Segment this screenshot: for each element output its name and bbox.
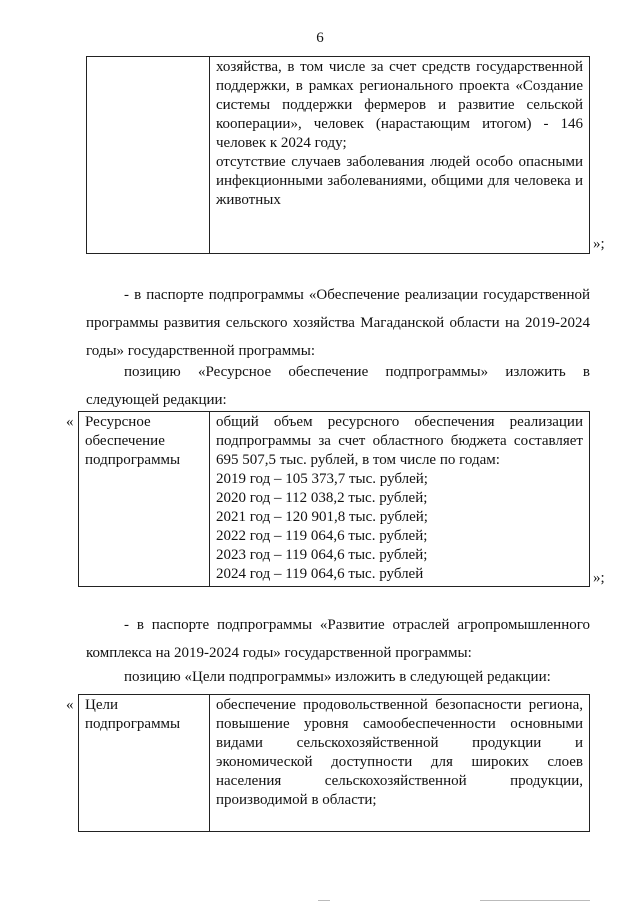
table2-open-quote: « <box>66 414 74 430</box>
table2-line: общий объем ресурсного обеспечения реализации <box>216 414 583 430</box>
table1-line: хозяйства, в том числе за счет средств государственной <box>216 59 583 75</box>
paragraph-subprogram-passport-1 <box>86 286 590 361</box>
paragraph-position-resource <box>86 363 590 410</box>
table1-line: инфекционными заболеваниями, общими для человека и <box>216 173 583 189</box>
table2-line: 2021 год – 120 901,8 тыс. рублей; <box>216 509 428 525</box>
table3-line: видами сельскохозяйственной продукции и <box>216 735 583 751</box>
table3-right-cell <box>210 695 590 832</box>
table2-line: 2022 год – 119 064,6 тыс. рублей; <box>216 528 428 544</box>
table2-line: 2019 год – 105 373,7 тыс. рублей; <box>216 471 428 487</box>
table3-left-line: подпрограммы <box>85 716 181 732</box>
table2-left-line: Ресурсное <box>85 414 151 430</box>
page-number: 6 <box>316 30 324 46</box>
table1-left-cell <box>87 57 210 254</box>
para1-line: годы» государственной программы: <box>86 343 316 359</box>
table2-line: 695 507,5 тыс. рублей, в том числе по годам: <box>216 452 500 468</box>
table1-line: системы поддержки фермеров и развитие сельской <box>216 97 583 113</box>
para3-line: - в паспорте подпрограммы «Развитие отраслей агропромышленного <box>124 617 590 633</box>
table3-line: обеспечение продовольственной безопасности региона, <box>216 697 583 713</box>
bottom-divider <box>480 900 590 901</box>
para2-line: позицию «Ресурсное обеспечение подпрограммы» изложить в <box>124 364 590 380</box>
table2-line: 2020 год – 112 038,2 тыс. рублей; <box>216 490 428 506</box>
table3-line: населения сельскохозяйственной продукции, <box>216 773 583 789</box>
table1-line: кооперации», человек (нарастающим итогом) - 146 <box>216 116 583 132</box>
paragraph-subprogram-passport-2 <box>86 616 590 663</box>
table3-open-quote: « <box>66 697 74 713</box>
table2-line: 2023 год – 119 064,6 тыс. рублей; <box>216 547 428 563</box>
goals-table <box>78 694 590 832</box>
table1-line: животных <box>216 192 281 208</box>
table2-left-line: подпрограммы <box>85 452 181 468</box>
para2-line: следующей редакции: <box>86 392 227 408</box>
table2-left-line: обеспечение <box>85 433 165 449</box>
bottom-divider <box>318 900 330 901</box>
table2-line: подпрограммы за счет областного бюджета составляет <box>216 433 583 449</box>
table2-left-cell <box>79 412 210 587</box>
para3-line: комплекса на 2019-2024 годы» государственной программы: <box>86 645 472 661</box>
table1-line: поддержки, в рамках регионального проекта «Создание <box>216 78 583 94</box>
resource-table <box>78 411 590 587</box>
table2-line: 2024 год – 119 064,6 тыс. рублей <box>216 566 424 582</box>
indicators-table <box>86 56 590 254</box>
table3-left-cell <box>79 695 210 832</box>
table1-right-cell <box>210 57 590 254</box>
table1-line: человек к 2024 году; <box>216 135 347 151</box>
table3-line: производимой в области; <box>216 792 377 808</box>
table2-closing-quote: »; <box>593 570 605 586</box>
table3-line: повышение уровня самообеспеченности основными <box>216 716 583 732</box>
table3-left-line: Цели <box>85 697 119 713</box>
para1-line: программы развития сельского хозяйства Магаданской области на 2019-2024 <box>86 315 590 331</box>
table2-right-cell <box>210 412 590 587</box>
para1-line: - в паспорте подпрограммы «Обеспечение реализации государственной <box>124 287 590 303</box>
table3-line: экономической доступности для широких слоев <box>216 754 583 770</box>
para4-line: позицию «Цели подпрограммы» изложить в следующей редакции: <box>124 669 551 685</box>
table1-closing-quote: »; <box>593 236 605 252</box>
table1-line: отсутствие случаев заболевания людей особо опасными <box>216 154 583 170</box>
paragraph-position-goals <box>124 668 590 687</box>
